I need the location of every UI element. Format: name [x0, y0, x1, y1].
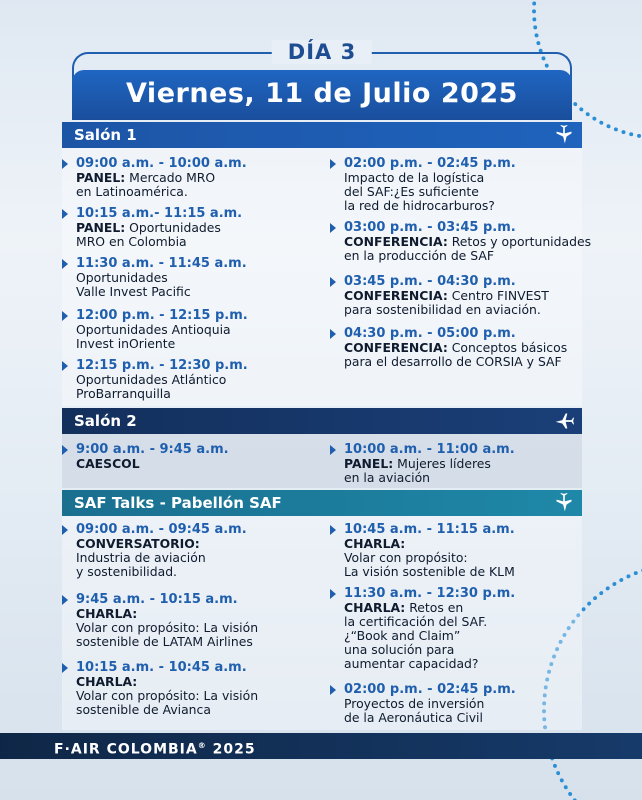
brand-year: 2025 — [206, 741, 256, 758]
item-line: CHARLA: — [344, 536, 406, 551]
salon-2-panel — [62, 434, 582, 488]
schedule-item — [330, 586, 515, 671]
time-range: 10:45 a.m. - 11:15 a.m. — [344, 522, 515, 537]
time-range: 9:00 a.m. - 9:45 a.m. — [76, 442, 229, 457]
item-line: sostenible de Avianca — [76, 702, 211, 717]
item-line: CONFERENCIA: Conceptos básicos — [344, 340, 568, 355]
section-bar-salon-1 — [62, 122, 582, 148]
item-line: ¿“Book and Claim” — [344, 628, 461, 643]
time-range: 11:30 a.m. - 12:30 p.m. — [344, 586, 516, 601]
section-title: Salón 2 — [74, 412, 137, 430]
schedule-item — [62, 156, 247, 199]
time-range: 11:30 a.m. - 11:45 a.m. — [76, 256, 247, 271]
item-line: Oportunidades Antioquia — [76, 322, 231, 337]
time-range: 04:30 p.m. - 05:00 p.m. — [344, 326, 516, 341]
footer-brand-bar — [0, 733, 642, 759]
schedule-item — [62, 308, 248, 351]
schedule-item — [62, 256, 247, 299]
schedule-item — [62, 206, 242, 249]
saf-talks-panel — [62, 516, 582, 730]
item-line: Volar con propósito: La visión — [76, 620, 259, 635]
section-title: SAF Talks - Pabellón SAF — [74, 494, 282, 512]
item-line: en la producción de SAF — [344, 248, 494, 263]
time-range: 12:00 p.m. - 12:15 p.m. — [76, 308, 248, 323]
item-line: La visión sostenible de KLM — [344, 564, 515, 579]
item-line: la certificación del SAF. — [344, 614, 488, 629]
item-line: Volar con propósito: — [344, 550, 468, 565]
item-line: CONFERENCIA: Centro FINVEST — [344, 288, 549, 303]
section-bar-salon-2 — [62, 408, 582, 434]
item-line: sostenible de LATAM Airlines — [76, 634, 253, 649]
item-line: PANEL: Mujeres líderes — [344, 456, 491, 471]
section-title: Salón 1 — [74, 126, 137, 144]
airplane-icon — [554, 493, 574, 513]
time-range: 12:15 p.m. - 12:30 p.m. — [76, 358, 248, 373]
time-range: 9:45 a.m. - 10:15 a.m. — [76, 592, 238, 607]
item-line: Impacto de la logística — [344, 170, 485, 185]
date-banner: Viernes, 11 de Julio 2025 — [72, 70, 572, 120]
airplane-icon — [554, 125, 574, 145]
schedule-item — [330, 220, 591, 263]
time-range: 03:00 p.m. - 03:45 p.m. — [344, 220, 516, 235]
item-line: Valle Invest Pacific — [76, 284, 191, 299]
item-line: CAESCOL — [76, 456, 140, 471]
schedule-item — [62, 358, 248, 401]
item-line: aumentar capacidad? — [344, 656, 479, 671]
item-line: CONVERSATORIO: — [76, 536, 200, 551]
item-line: PANEL: Mercado MRO — [76, 170, 216, 185]
item-line: la red de hidrocarburos? — [344, 198, 495, 213]
item-line: CHARLA: — [76, 606, 138, 621]
time-range: 09:00 a.m. - 09:45 a.m. — [76, 522, 247, 537]
day-label: DÍA 3 — [272, 40, 372, 64]
time-range: 02:00 p.m. - 02:45 p.m. — [344, 682, 516, 697]
item-line: para el desarrollo de CORSIA y SAF — [344, 354, 562, 369]
schedule-item — [62, 592, 258, 649]
schedule-item — [62, 522, 247, 579]
item-line: Volar con propósito: La visión — [76, 688, 259, 703]
schedule-item — [330, 156, 516, 213]
item-line: Oportunidades — [76, 270, 168, 285]
item-line: Invest inOriente — [76, 336, 176, 351]
item-line: CONFERENCIA: Retos y oportunidades — [344, 234, 592, 249]
section-bar-saf-talks — [62, 490, 582, 516]
time-range: 10:00 a.m. - 11:00 a.m. — [344, 442, 515, 457]
item-line: ProBarranquilla — [76, 386, 171, 401]
item-line: para sostenibilidad en aviación. — [344, 302, 541, 317]
item-line: CHARLA: Retos en — [344, 600, 464, 615]
salon-1-panel — [62, 148, 592, 406]
schedule-item — [62, 442, 229, 471]
brand-name: F·AIR COLOMBIA — [54, 741, 198, 758]
time-range: 10:15 a.m.- 11:15 a.m. — [76, 206, 243, 221]
airplane-icon — [554, 411, 574, 431]
schedule-item — [330, 326, 567, 369]
time-range: 10:15 a.m. - 10:45 a.m. — [76, 660, 247, 675]
time-range: 09:00 a.m. - 10:00 a.m. — [76, 156, 247, 171]
item-line: PANEL: Oportunidades — [76, 220, 221, 235]
item-line: Oportunidades Atlántico — [76, 372, 227, 387]
item-line: del SAF:¿Es suficiente — [344, 184, 479, 199]
item-line: y sostenibilidad. — [76, 564, 177, 579]
time-range: 02:00 p.m. - 02:45 p.m. — [344, 156, 516, 171]
time-range: 03:45 p.m. - 04:30 p.m. — [344, 274, 516, 289]
item-line: en Latinoamérica. — [76, 184, 188, 199]
item-line: Proyectos de inversión — [344, 696, 485, 711]
schedule-item — [330, 442, 515, 485]
item-line: CHARLA: — [76, 674, 138, 689]
item-line: una solución para — [344, 642, 455, 657]
schedule-item — [62, 660, 258, 717]
registered-mark: ® — [197, 741, 207, 750]
item-line: en la aviación — [344, 470, 431, 485]
schedule-item — [330, 274, 549, 317]
item-line: MRO en Colombia — [76, 234, 187, 249]
item-line: Industria de aviación — [76, 550, 206, 565]
item-line: de la Aeronáutica Civil — [344, 710, 483, 725]
schedule-item — [330, 682, 516, 725]
schedule-item — [330, 522, 515, 579]
